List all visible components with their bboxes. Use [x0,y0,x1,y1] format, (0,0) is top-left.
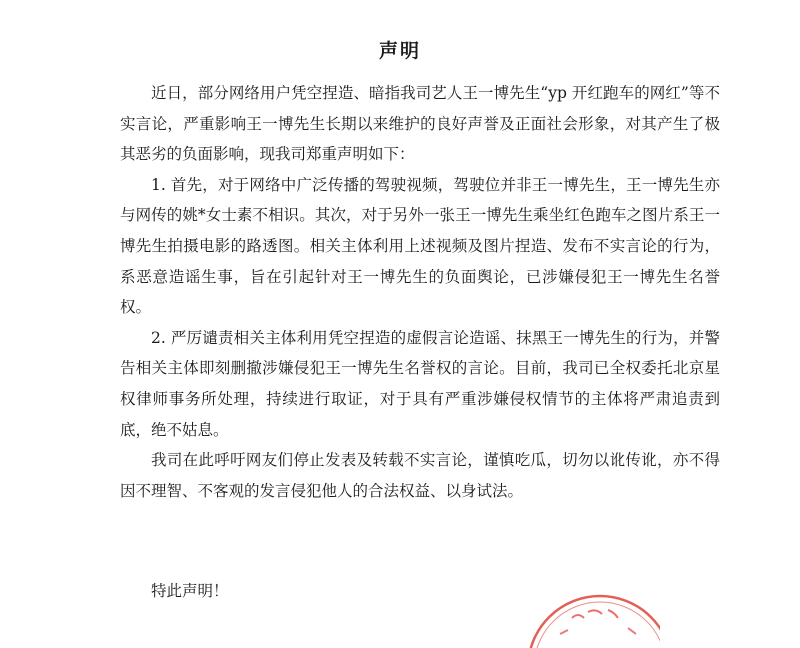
paragraph-point-1: 1. 首先，对于网络中广泛传播的驾驶视频，驾驶位并非王一博先生，王一博先生亦与网传的姚*女士素不相识。其次，对于另外一张王一博先生乘坐红色跑车之图片系王一博先生拍摄电影的路透图。相关主体利用上述视频及图片捏造、发布不实言论的行为，系恶意造谣生事，旨在引起针对王一博先生的负面舆论，已涉嫌侵犯王一博先生名誉权。 [120,175,720,317]
paragraph-point-2: 2. 严厉谴责相关主体利用凭空捏造的虚假言论造谣、抹黑王一博先生的行为，并警告相关主体即刻删撤涉嫌侵犯王一博先生名誉权的言论。目前，我司已全权委托北京星权律师事务所处理，持续进行取证，对于具有严重涉嫌侵权情节的主体将严肃追责到底，绝不姑息。 [120,328,720,439]
paragraph-intro: 近日，部分网络用户凭空捏造、暗指我司艺人王一博先生“yp 开红跑车的网红”等不实言论，严重影响王一博先生长期以来维护的良好声誉及正面社会形象，对其产生了极其恶劣的负面影响，现我司郑重声明如下： [120,84,720,164]
statement-body [120,78,720,506]
seal-icon [520,588,660,648]
closing-statement: 特此声明！ [151,582,229,600]
document-title: 声明 [378,40,421,62]
company-seal [520,588,660,648]
paragraph-appeal: 我司在此呼吁网友们停止发表及转载不实言论，谨慎吃瓜，切勿以讹传讹，亦不得因不理智、不客观的发言侵犯他人的合法权益、以身试法。 [120,451,720,500]
